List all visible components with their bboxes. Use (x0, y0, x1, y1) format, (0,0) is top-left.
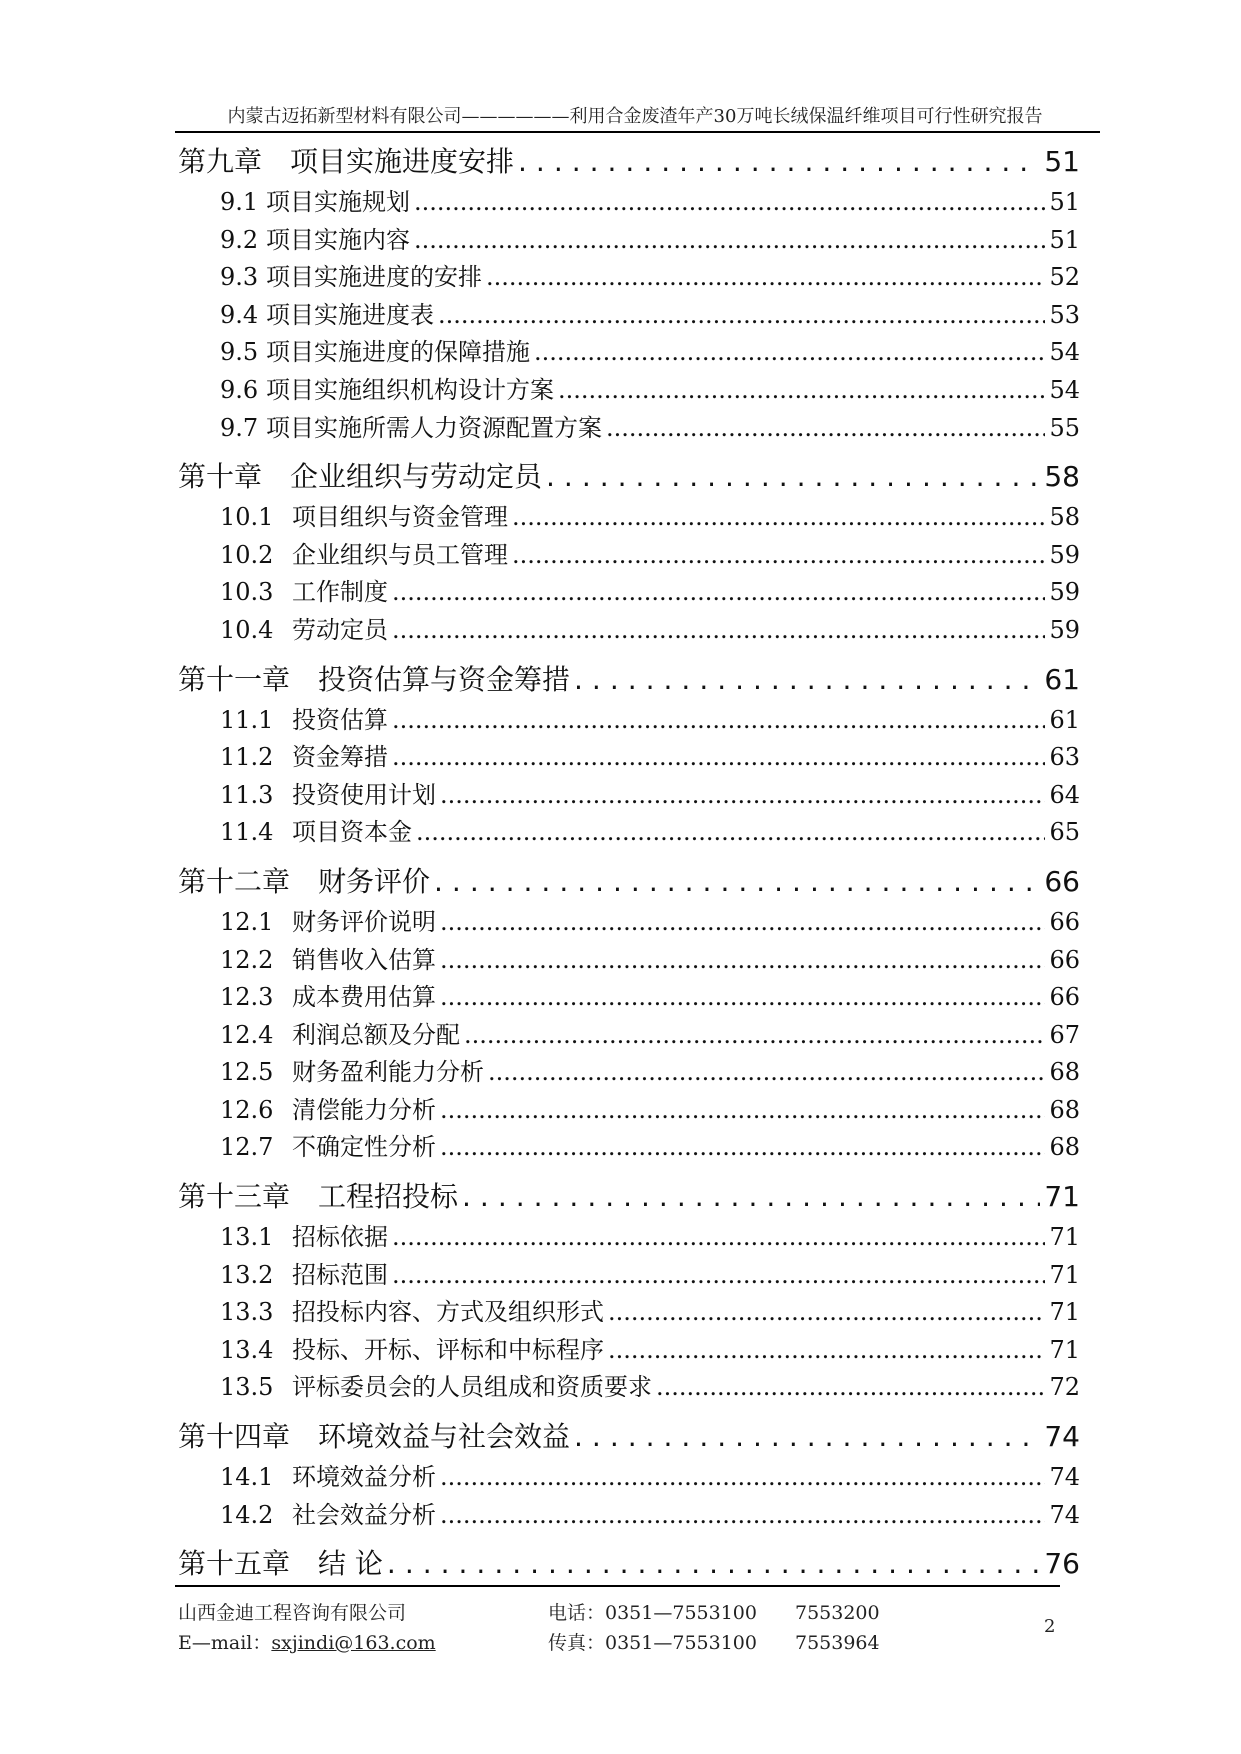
toc-page-number: 53 (1049, 300, 1080, 329)
toc-chapter-label (178, 455, 542, 499)
footer-left (178, 1598, 436, 1658)
toc-section-label (220, 904, 436, 942)
toc-section-number: 12.7 (220, 1133, 274, 1162)
toc-section-number: 12.1 (220, 907, 274, 936)
toc-section-number: 10.4 (220, 615, 274, 644)
toc-section-title: 项目实施规划 (266, 188, 410, 216)
footer-fax2: 7553964 (794, 1632, 880, 1654)
toc-chapter-title: 投资估算与资金筹措 (318, 662, 571, 696)
toc-section-number: 13.4 (220, 1335, 274, 1364)
toc-page-number: 59 (1049, 578, 1080, 607)
toc-section-title: 财务评价说明 (292, 907, 436, 936)
toc-section-entry[interactable] (178, 1017, 1080, 1055)
toc-section-entry[interactable] (178, 1294, 1080, 1332)
toc-section-number: 14.2 (220, 1500, 274, 1529)
toc-dot-leader (440, 904, 1045, 942)
toc-section-number: 12.2 (220, 945, 274, 974)
toc-chapter-title: 财务评价 (318, 864, 431, 898)
toc-section-number: 11.4 (220, 818, 274, 847)
toc-chapter-entry[interactable] (178, 140, 1080, 184)
footer-email-label: E—mail： (178, 1632, 272, 1654)
toc-page-number: 55 (1049, 413, 1080, 442)
toc-dot-leader (392, 739, 1045, 777)
toc-dot-leader (574, 1415, 1040, 1459)
toc-section-title: 工作制度 (292, 578, 388, 607)
toc-section-entry[interactable] (178, 942, 1080, 980)
toc-page-number: 66 (1049, 907, 1080, 936)
toc-section-entry[interactable] (178, 1092, 1080, 1130)
toc-section-number: 10.3 (220, 578, 274, 607)
toc-section-title: 劳动定员 (292, 615, 388, 644)
toc-dot-leader (392, 1219, 1045, 1257)
toc-dot-leader (440, 1459, 1045, 1497)
toc-page-number: 74 (1044, 1420, 1080, 1454)
toc-chapter-number: 第九章 (178, 145, 263, 178)
toc-section-label (220, 1092, 436, 1130)
toc-section-label (220, 499, 508, 537)
toc-page-number: 51 (1044, 145, 1080, 178)
toc-section-entry[interactable] (178, 574, 1080, 612)
toc-section-number: 9.4 (220, 300, 259, 329)
toc-section-entry[interactable] (178, 612, 1080, 650)
toc-section-title: 项目实施进度的安排 (266, 263, 482, 292)
toc-page-number: 63 (1049, 743, 1080, 772)
toc-page-number: 61 (1049, 705, 1080, 734)
toc-dot-leader (440, 1497, 1045, 1535)
toc-page-number: 54 (1049, 375, 1080, 404)
toc-dot-leader (414, 184, 1045, 222)
toc-section-title: 投资使用计划 (292, 780, 436, 809)
toc-section-title: 财务盈利能力分析 (292, 1058, 484, 1087)
footer-fax: 传真：0351—7553100 (548, 1632, 757, 1654)
toc-section-label (220, 259, 482, 297)
toc-section-entry[interactable] (178, 777, 1080, 815)
toc-section-entry[interactable] (178, 259, 1080, 297)
toc-section-entry[interactable] (178, 1219, 1080, 1257)
toc-section-label (220, 1219, 388, 1257)
toc-section-label (220, 297, 434, 335)
toc-chapter-label (178, 1542, 383, 1586)
toc-section-entry[interactable] (178, 1459, 1080, 1497)
toc-page-number: 71 (1044, 1180, 1080, 1214)
toc-page-number: 71 (1049, 1223, 1080, 1252)
toc-section-entry[interactable] (178, 739, 1080, 777)
toc-section-title: 招标范围 (292, 1260, 388, 1289)
toc-section-number: 14.1 (220, 1463, 274, 1492)
toc-section-title: 招标依据 (292, 1223, 388, 1252)
toc-chapter-entry[interactable] (178, 455, 1080, 499)
toc-section-label (220, 777, 436, 815)
toc-chapter-label (178, 860, 430, 904)
toc-section-label (220, 372, 554, 410)
toc-section-title: 项目组织与资金管理 (292, 503, 508, 532)
toc-dot-leader (608, 1294, 1045, 1332)
toc-dot-leader (558, 372, 1045, 410)
toc-dot-leader (462, 1175, 1040, 1219)
footer-phone: 电话：0351—7553100 (548, 1602, 757, 1624)
toc-section-label (220, 1017, 460, 1055)
toc-section-title: 项目实施内容 (266, 225, 410, 254)
toc-chapter-title: 企业组织与劳动定员 (290, 460, 543, 494)
toc-page-number: 68 (1049, 1095, 1080, 1124)
toc-section-label (220, 1257, 388, 1295)
toc-chapter-label (178, 1415, 570, 1459)
header-rule (175, 131, 1100, 133)
toc-page-number: 66 (1044, 864, 1080, 898)
toc-dot-leader (416, 814, 1045, 852)
toc-section-label (220, 1129, 436, 1167)
toc-chapter-number: 第十五章 (178, 1547, 291, 1581)
toc-chapter-number: 第十二章 (178, 864, 291, 898)
toc-section-number: 11.2 (220, 743, 274, 772)
toc-dot-leader (440, 777, 1045, 815)
toc-section-label (220, 410, 602, 448)
footer-email-line (178, 1628, 436, 1658)
toc-section-label (220, 979, 436, 1017)
toc-section-title: 招投标内容、方式及组织形式 (292, 1298, 604, 1327)
toc-section-number: 9.5 (220, 338, 259, 367)
toc-section-label (220, 814, 412, 852)
toc-page-number: 54 (1049, 338, 1080, 367)
toc-section-entry[interactable] (178, 410, 1080, 448)
toc-dot-leader (656, 1369, 1045, 1407)
toc-section-entry[interactable] (178, 184, 1080, 222)
toc-dot-leader (518, 140, 1040, 184)
toc-dot-leader (464, 1017, 1045, 1055)
toc-chapter-number: 第十章 (178, 460, 263, 494)
toc-section-title: 投标、开标、评标和中标程序 (292, 1335, 604, 1364)
toc-section-entry[interactable] (178, 334, 1080, 372)
toc-section-title: 项目实施进度表 (266, 300, 434, 329)
toc-section-title: 项目资本金 (292, 818, 412, 847)
footer-rule (175, 1585, 1060, 1587)
toc-dot-leader (440, 1129, 1045, 1167)
toc-chapter-title: 环境效益与社会效益 (318, 1420, 571, 1454)
toc-section-title: 资金筹措 (292, 743, 388, 772)
toc-section-entry[interactable] (178, 222, 1080, 260)
toc-section-number: 9.1 (220, 188, 259, 216)
toc-dot-leader (414, 222, 1045, 260)
toc-page-number: 68 (1049, 1133, 1080, 1162)
toc-section-number: 12.5 (220, 1058, 274, 1087)
toc-section-number: 9.2 (220, 225, 259, 254)
toc-dot-leader (574, 658, 1040, 702)
toc-section-number: 11.3 (220, 780, 274, 809)
toc-section-entry[interactable] (178, 537, 1080, 575)
toc-page-number: 51 (1049, 188, 1080, 216)
toc-section-number: 9.7 (220, 413, 259, 442)
toc-section-label (220, 1332, 604, 1370)
toc-page-number: 71 (1049, 1260, 1080, 1289)
toc-section-number: 9.3 (220, 263, 259, 292)
running-header: 内蒙古迈拓新型材料有限公司——————利用合金废渣年产30万吨长绒保温纤维项目可行性研究报告 (227, 106, 1043, 127)
toc-dot-leader (486, 259, 1045, 297)
toc-dot-leader (392, 702, 1045, 740)
toc-page-number: 72 (1049, 1373, 1080, 1402)
toc-chapter-entry[interactable] (178, 1542, 1080, 1586)
toc-section-number: 10.2 (220, 540, 274, 569)
toc-page-number: 61 (1044, 662, 1080, 696)
toc-dot-leader (534, 334, 1045, 372)
toc-chapter-title: 工程招投标 (318, 1180, 459, 1214)
toc-page-number: 71 (1049, 1335, 1080, 1364)
toc-section-title: 企业组织与员工管理 (292, 540, 508, 569)
toc-dot-leader (440, 1092, 1045, 1130)
toc-section-label (220, 1497, 436, 1535)
toc-page-number: 58 (1049, 503, 1080, 532)
toc-section-label (220, 1294, 604, 1332)
toc-dot-leader (392, 574, 1045, 612)
toc-chapter-title: 结 论 (318, 1547, 383, 1581)
toc-dot-leader (440, 942, 1045, 980)
toc-section-entry[interactable] (178, 499, 1080, 537)
toc-dot-leader (434, 860, 1040, 904)
toc-section-title: 项目实施组织机构设计方案 (266, 375, 554, 404)
table-of-contents (178, 140, 1080, 1586)
footer-phone2: 7553200 (794, 1602, 880, 1624)
toc-dot-leader (392, 1257, 1045, 1295)
toc-chapter-entry[interactable] (178, 658, 1080, 702)
toc-section-title: 投资估算 (292, 705, 388, 734)
toc-chapter-entry[interactable] (178, 1415, 1080, 1459)
toc-page-number: 74 (1049, 1500, 1080, 1529)
toc-section-title: 社会效益分析 (292, 1500, 436, 1529)
toc-page-number: 66 (1049, 983, 1080, 1012)
toc-section-entry[interactable] (178, 814, 1080, 852)
toc-section-number: 13.2 (220, 1260, 274, 1289)
toc-section-entry[interactable] (178, 1332, 1080, 1370)
toc-section-title: 不确定性分析 (292, 1133, 436, 1162)
page-number: 2 (1044, 1616, 1056, 1637)
toc-dot-leader (392, 612, 1045, 650)
toc-section-number: 11.1 (220, 705, 274, 734)
toc-section-label (220, 702, 388, 740)
toc-section-entry[interactable] (178, 372, 1080, 410)
toc-section-entry[interactable] (178, 1054, 1080, 1092)
toc-page-number: 68 (1049, 1058, 1080, 1087)
toc-dot-leader (606, 410, 1045, 448)
toc-page-number: 66 (1049, 945, 1080, 974)
toc-chapter-label (178, 658, 570, 702)
toc-section-entry[interactable] (178, 1129, 1080, 1167)
toc-page-number: 52 (1049, 263, 1080, 292)
toc-section-entry[interactable] (178, 904, 1080, 942)
toc-section-entry[interactable] (178, 702, 1080, 740)
toc-section-title: 项目实施进度的保障措施 (266, 338, 530, 367)
toc-section-entry[interactable] (178, 979, 1080, 1017)
toc-page-number: 74 (1049, 1463, 1080, 1492)
toc-section-title: 成本费用估算 (292, 983, 436, 1012)
toc-page-number: 71 (1049, 1298, 1080, 1327)
toc-section-label (220, 1369, 652, 1407)
toc-chapter-label (178, 1175, 458, 1219)
toc-page-number: 65 (1049, 818, 1080, 847)
toc-section-number: 10.1 (220, 503, 274, 532)
toc-page-number: 59 (1049, 540, 1080, 569)
footer-fax-line (548, 1628, 880, 1658)
toc-section-title: 环境效益分析 (292, 1463, 436, 1492)
footer-contact (548, 1598, 880, 1658)
toc-dot-leader (512, 499, 1045, 537)
toc-section-number: 13.5 (220, 1373, 274, 1402)
toc-dot-leader (438, 297, 1045, 335)
footer-email-link[interactable]: sxjindi@163.com (271, 1632, 436, 1654)
toc-section-number: 13.3 (220, 1298, 274, 1327)
toc-section-label (220, 574, 388, 612)
toc-section-label (220, 222, 410, 260)
toc-chapter-entry[interactable] (178, 1175, 1080, 1219)
toc-section-title: 销售收入估算 (292, 945, 436, 974)
toc-chapter-label (178, 140, 514, 184)
toc-chapter-entry[interactable] (178, 860, 1080, 904)
toc-section-entry[interactable] (178, 1369, 1080, 1407)
toc-page-number: 67 (1049, 1020, 1080, 1049)
toc-dot-leader (608, 1332, 1045, 1370)
footer-company: 山西金迪工程咨询有限公司 (178, 1602, 407, 1624)
toc-chapter-number: 第十一章 (178, 662, 291, 696)
toc-page-number: 64 (1049, 780, 1080, 809)
toc-section-number: 9.6 (220, 375, 259, 404)
toc-section-title: 清偿能力分析 (292, 1095, 436, 1124)
toc-section-entry[interactable] (178, 1257, 1080, 1295)
toc-section-number: 13.1 (220, 1223, 274, 1252)
toc-dot-leader (440, 979, 1045, 1017)
toc-chapter-title: 项目实施进度安排 (290, 145, 515, 178)
toc-section-number: 12.6 (220, 1095, 274, 1124)
toc-section-title: 评标委员会的人员组成和资质要求 (292, 1373, 652, 1402)
toc-dot-leader (387, 1542, 1040, 1586)
toc-section-label (220, 739, 388, 777)
toc-section-label (220, 334, 530, 372)
toc-dot-leader (512, 537, 1045, 575)
toc-section-entry[interactable] (178, 297, 1080, 335)
toc-page-number: 59 (1049, 615, 1080, 644)
toc-section-label (220, 1459, 436, 1497)
toc-page-number: 76 (1044, 1547, 1080, 1581)
toc-chapter-number: 第十四章 (178, 1420, 291, 1454)
toc-section-label (220, 537, 508, 575)
toc-dot-leader (488, 1054, 1045, 1092)
toc-page-number: 58 (1044, 460, 1080, 494)
toc-section-title: 项目实施所需人力资源配置方案 (266, 413, 602, 442)
toc-section-number: 12.3 (220, 983, 274, 1012)
toc-section-label (220, 184, 410, 222)
toc-section-label (220, 942, 436, 980)
toc-section-label (220, 1054, 484, 1092)
toc-section-title: 利润总额及分配 (292, 1020, 460, 1049)
toc-chapter-number: 第十三章 (178, 1180, 291, 1214)
toc-section-number: 12.4 (220, 1020, 274, 1049)
toc-section-label (220, 612, 388, 650)
toc-page-number: 51 (1049, 225, 1080, 254)
footer-phone-line (548, 1598, 880, 1628)
toc-dot-leader (546, 455, 1040, 499)
toc-section-entry[interactable] (178, 1497, 1080, 1535)
